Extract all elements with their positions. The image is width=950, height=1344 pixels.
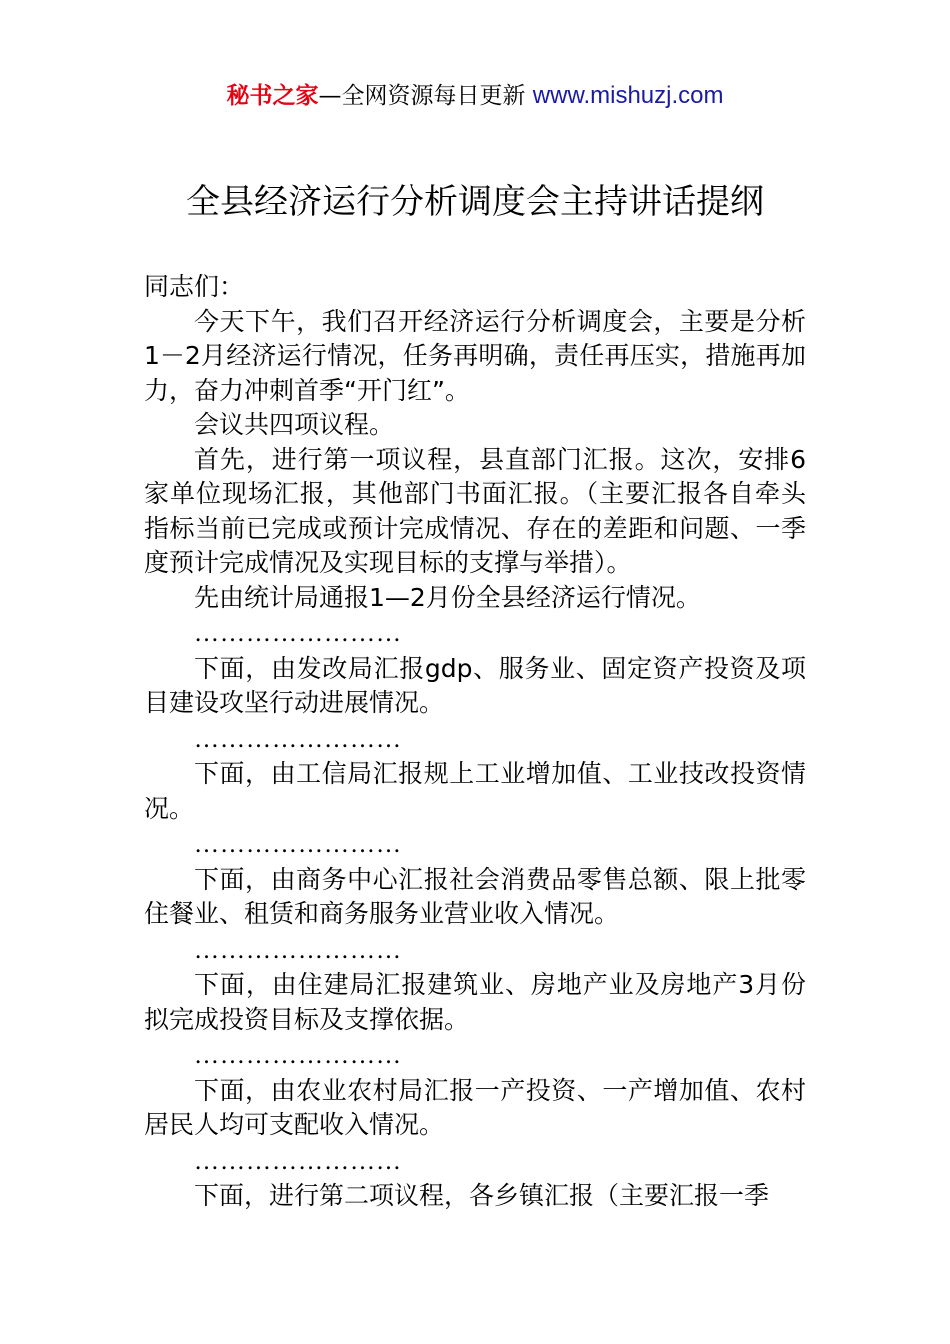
ellipsis-line: ……………………	[194, 831, 402, 858]
document-title: 全县经济运行分析调度会主持讲话提纲	[186, 182, 764, 222]
paragraph: 下面，由发改局汇报gdp、服务业、固定资产投资及项目建设攻坚行动进展情况。	[144, 653, 806, 717]
ellipsis-line: ……………………	[194, 725, 402, 753]
salutation: 同志们：	[144, 272, 245, 301]
ellipsis-line: ……………………	[194, 936, 402, 964]
site-header	[0, 80, 950, 112]
paragraph: 先由统计局通报1—2月份全县经济运行情况。	[194, 582, 701, 612]
ellipsis-line: ……………………	[194, 1147, 402, 1175]
paragraph: 下面，由工信局汇报规上工业增加值、工业技改投资情况。	[144, 759, 806, 823]
site-tagline: —全网资源每日更新	[318, 83, 533, 109]
site-brand: 秘书之家	[226, 83, 319, 109]
paragraph: 今天下午，我们召开经济运行分析调度会，主要是分析1－2月经济运行情况，任务再明确，责任再压实，措施再加力，奋力冲刺首季“开门红”。	[144, 306, 806, 405]
paragraph: 下面，由商务中心汇报社会消费品零售总额、限上批零住餐业、租赁和商务服务业营业收入情况。	[144, 864, 806, 928]
document-body	[144, 270, 806, 1214]
paragraph: 下面，由农业农村局汇报一产投资、一产增加值、农村居民人均可支配收入情况。	[144, 1075, 806, 1139]
site-url[interactable]: www.mishuzj.com	[532, 82, 724, 109]
paragraph: 会议共四项议程。	[194, 410, 395, 439]
paragraph: 首先，进行第一项议程，县直部门汇报。这次，安排6家单位现场汇报，其他部门书面汇报。（主要汇报各自牵头指标当前已完成或预计完成情况、存在的差距和问题、一季度预计完成情况及实现目标的支撑与举措）。	[144, 444, 806, 577]
paragraph: 下面，进行第二项议程，各乡镇汇报（主要汇报一季	[194, 1181, 770, 1210]
ellipsis-line: ……………………	[194, 1042, 402, 1069]
ellipsis-line: ……………………	[194, 620, 402, 647]
paragraph: 下面，由住建局汇报建筑业、房地产业及房地产3月份拟完成投资目标及支撑依据。	[144, 970, 806, 1034]
